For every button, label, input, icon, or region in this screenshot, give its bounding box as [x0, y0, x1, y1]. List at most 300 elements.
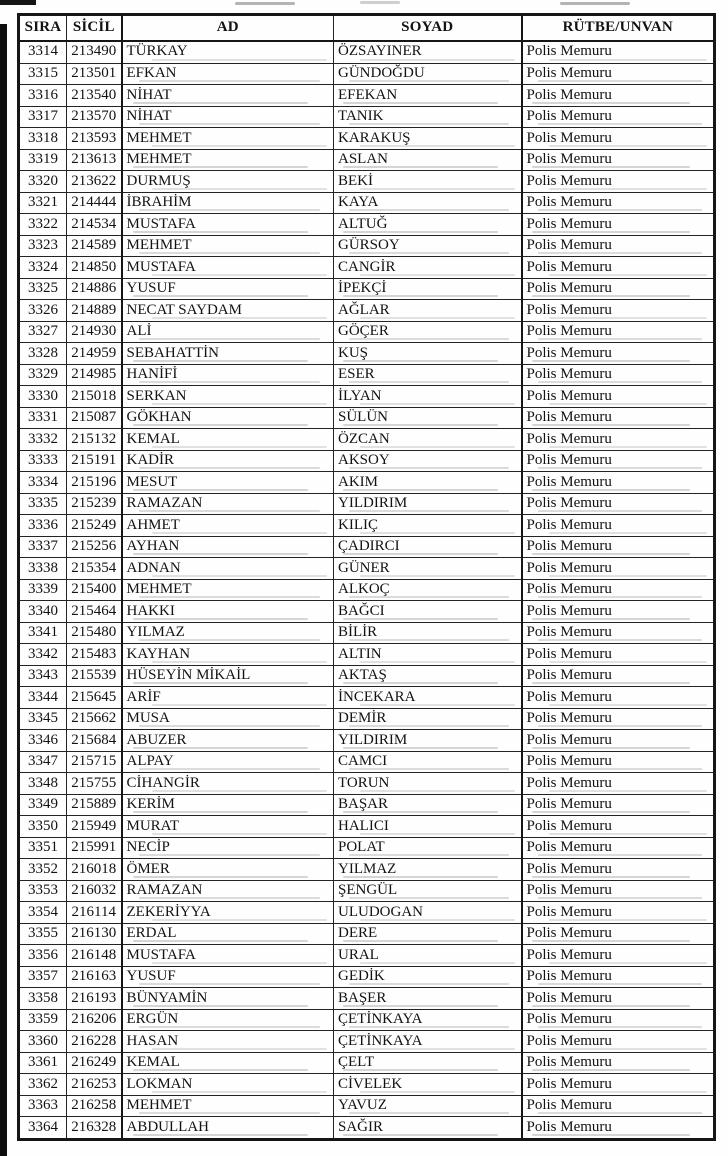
cell-rutbe: Polis Memuru — [522, 171, 715, 193]
cell-ad: CİHANGİR — [122, 773, 334, 795]
cell-ad: MEHMET — [122, 1095, 334, 1117]
cell-sira: 3356 — [19, 945, 67, 967]
cell-ad: NECİP — [122, 837, 334, 859]
cell-sicil: 215991 — [67, 837, 122, 859]
cell-sira: 3353 — [19, 880, 67, 902]
table-header-row — [19, 15, 715, 42]
cell-soyad: AKTAŞ — [334, 665, 522, 687]
cell-soyad: ŞENGÜL — [334, 880, 522, 902]
cell-ad: HAKKI — [122, 601, 334, 623]
cell-sira: 3350 — [19, 816, 67, 838]
cell-sira: 3359 — [19, 1009, 67, 1031]
cell-ad: MUSA — [122, 708, 334, 730]
cell-ad: ABUZER — [122, 730, 334, 752]
cell-soyad: BAŞER — [334, 988, 522, 1010]
table-row — [19, 708, 715, 730]
cell-soyad: İNCEKARA — [334, 687, 522, 709]
cell-rutbe: Polis Memuru — [522, 321, 715, 343]
cell-sicil: 215480 — [67, 622, 122, 644]
cell-rutbe: Polis Memuru — [522, 902, 715, 924]
cell-sira: 3345 — [19, 708, 67, 730]
cell-soyad: KUŞ — [334, 343, 522, 365]
cell-soyad: KARAKUŞ — [334, 128, 522, 150]
cell-ad: ÖMER — [122, 859, 334, 881]
table-row — [19, 601, 715, 623]
cell-sicil: 216193 — [67, 988, 122, 1010]
table-row — [19, 966, 715, 988]
cell-rutbe: Polis Memuru — [522, 1117, 715, 1140]
cell-sicil: 213593 — [67, 128, 122, 150]
cell-sira: 3323 — [19, 235, 67, 257]
cell-sicil: 215662 — [67, 708, 122, 730]
personnel-table — [17, 13, 716, 1141]
cell-soyad: HALICI — [334, 816, 522, 838]
cell-sicil: 216130 — [67, 923, 122, 945]
cell-ad: ADNAN — [122, 558, 334, 580]
cell-rutbe: Polis Memuru — [522, 128, 715, 150]
cell-rutbe: Polis Memuru — [522, 149, 715, 171]
cell-sicil: 215087 — [67, 407, 122, 429]
cell-soyad: İPEKÇİ — [334, 278, 522, 300]
cell-sicil: 213490 — [67, 41, 122, 63]
table-row — [19, 386, 715, 408]
table-row — [19, 300, 715, 322]
cell-soyad: YILMAZ — [334, 859, 522, 881]
cell-sicil: 213501 — [67, 63, 122, 85]
cell-rutbe: Polis Memuru — [522, 579, 715, 601]
cell-sira: 3347 — [19, 751, 67, 773]
cell-soyad: ALTIN — [334, 644, 522, 666]
cell-ad: MEHMET — [122, 128, 334, 150]
scan-smudge-artifact — [235, 2, 295, 5]
table-row — [19, 515, 715, 537]
cell-sira: 3342 — [19, 644, 67, 666]
cell-rutbe: Polis Memuru — [522, 300, 715, 322]
cell-rutbe: Polis Memuru — [522, 364, 715, 386]
cell-sicil: 216206 — [67, 1009, 122, 1031]
cell-rutbe: Polis Memuru — [522, 278, 715, 300]
cell-ad: MEHMET — [122, 579, 334, 601]
cell-rutbe: Polis Memuru — [522, 773, 715, 795]
cell-sira: 3331 — [19, 407, 67, 429]
table-row — [19, 407, 715, 429]
cell-ad: KEMAL — [122, 429, 334, 451]
cell-ad: HASAN — [122, 1031, 334, 1053]
cell-ad: ZEKERİYYA — [122, 902, 334, 924]
scan-smudge-artifact — [360, 1, 400, 4]
cell-rutbe: Polis Memuru — [522, 730, 715, 752]
cell-sicil: 215354 — [67, 558, 122, 580]
table-row — [19, 472, 715, 494]
cell-sira: 3314 — [19, 41, 67, 63]
cell-soyad: ÇETİNKAYA — [334, 1031, 522, 1053]
table-row — [19, 257, 715, 279]
cell-soyad: KILIÇ — [334, 515, 522, 537]
column-header-2: AD — [122, 15, 334, 42]
cell-soyad: GÖÇER — [334, 321, 522, 343]
cell-soyad: BEKİ — [334, 171, 522, 193]
cell-soyad: YILDIRIM — [334, 493, 522, 515]
cell-sicil: 216328 — [67, 1117, 122, 1140]
cell-sira: 3333 — [19, 450, 67, 472]
cell-sicil: 216253 — [67, 1074, 122, 1096]
cell-sicil: 214589 — [67, 235, 122, 257]
cell-sicil: 215018 — [67, 386, 122, 408]
cell-soyad: ALKOÇ — [334, 579, 522, 601]
cell-rutbe: Polis Memuru — [522, 794, 715, 816]
table-row — [19, 1031, 715, 1053]
cell-rutbe: Polis Memuru — [522, 515, 715, 537]
cell-rutbe: Polis Memuru — [522, 407, 715, 429]
cell-sicil: 213570 — [67, 106, 122, 128]
cell-soyad: TANIK — [334, 106, 522, 128]
cell-sicil: 215483 — [67, 644, 122, 666]
cell-sira: 3344 — [19, 687, 67, 709]
cell-sira: 3327 — [19, 321, 67, 343]
cell-sicil: 216163 — [67, 966, 122, 988]
table-row — [19, 579, 715, 601]
table-row — [19, 923, 715, 945]
cell-sira: 3329 — [19, 364, 67, 386]
cell-sira: 3346 — [19, 730, 67, 752]
table-row — [19, 321, 715, 343]
table-row — [19, 730, 715, 752]
cell-sicil: 215539 — [67, 665, 122, 687]
cell-ad: KEMAL — [122, 1052, 334, 1074]
cell-ad: SERKAN — [122, 386, 334, 408]
cell-soyad: AĞLAR — [334, 300, 522, 322]
cell-ad: MUSTAFA — [122, 214, 334, 236]
cell-soyad: URAL — [334, 945, 522, 967]
cell-sira: 3343 — [19, 665, 67, 687]
table-row — [19, 364, 715, 386]
cell-rutbe: Polis Memuru — [522, 85, 715, 107]
cell-ad: MEHMET — [122, 235, 334, 257]
cell-ad: LOKMAN — [122, 1074, 334, 1096]
cell-soyad: BAŞAR — [334, 794, 522, 816]
cell-sicil: 214985 — [67, 364, 122, 386]
cell-rutbe: Polis Memuru — [522, 1095, 715, 1117]
column-header-1: SİCİL — [67, 15, 122, 42]
table-row — [19, 988, 715, 1010]
cell-rutbe: Polis Memuru — [522, 1052, 715, 1074]
cell-sicil: 215256 — [67, 536, 122, 558]
cell-ad: DURMUŞ — [122, 171, 334, 193]
cell-sicil: 215889 — [67, 794, 122, 816]
cell-soyad: BİLİR — [334, 622, 522, 644]
cell-rutbe: Polis Memuru — [522, 880, 715, 902]
cell-sira: 3355 — [19, 923, 67, 945]
table-row — [19, 1095, 715, 1117]
cell-ad: RAMAZAN — [122, 493, 334, 515]
table-body — [19, 41, 715, 1140]
cell-ad: EFKAN — [122, 63, 334, 85]
cell-ad: MURAT — [122, 816, 334, 838]
cell-rutbe: Polis Memuru — [522, 493, 715, 515]
table-row — [19, 85, 715, 107]
cell-ad: ALPAY — [122, 751, 334, 773]
scan-smudge-artifact — [560, 2, 630, 5]
cell-soyad: GÜNDOĞDU — [334, 63, 522, 85]
cell-rutbe: Polis Memuru — [522, 816, 715, 838]
cell-soyad: ALTUĞ — [334, 214, 522, 236]
cell-ad: SEBAHATTİN — [122, 343, 334, 365]
cell-sira: 3324 — [19, 257, 67, 279]
cell-rutbe: Polis Memuru — [522, 41, 715, 63]
cell-sira: 3316 — [19, 85, 67, 107]
cell-ad: ERDAL — [122, 923, 334, 945]
cell-sira: 3363 — [19, 1095, 67, 1117]
column-header-3: SOYAD — [334, 15, 522, 42]
cell-soyad: YILDIRIM — [334, 730, 522, 752]
cell-sira: 3358 — [19, 988, 67, 1010]
cell-rutbe: Polis Memuru — [522, 1074, 715, 1096]
table-row — [19, 450, 715, 472]
cell-sira: 3341 — [19, 622, 67, 644]
cell-ad: MESUT — [122, 472, 334, 494]
table-row — [19, 235, 715, 257]
cell-sira: 3317 — [19, 106, 67, 128]
cell-rutbe: Polis Memuru — [522, 622, 715, 644]
cell-sicil: 216148 — [67, 945, 122, 967]
cell-rutbe: Polis Memuru — [522, 665, 715, 687]
cell-sicil: 215684 — [67, 730, 122, 752]
cell-soyad: ÖZSAYINER — [334, 41, 522, 63]
cell-sicil: 213622 — [67, 171, 122, 193]
cell-soyad: AKSOY — [334, 450, 522, 472]
scan-edge-artifact — [0, 24, 7, 1156]
cell-sira: 3339 — [19, 579, 67, 601]
cell-rutbe: Polis Memuru — [522, 859, 715, 881]
cell-sira: 3320 — [19, 171, 67, 193]
cell-sicil: 215755 — [67, 773, 122, 795]
cell-soyad: POLAT — [334, 837, 522, 859]
cell-rutbe: Polis Memuru — [522, 923, 715, 945]
cell-rutbe: Polis Memuru — [522, 343, 715, 365]
cell-soyad: TORUN — [334, 773, 522, 795]
cell-ad: ABDULLAH — [122, 1117, 334, 1140]
table-row — [19, 106, 715, 128]
table-row — [19, 665, 715, 687]
cell-sicil: 214534 — [67, 214, 122, 236]
table-row — [19, 837, 715, 859]
cell-soyad: DERE — [334, 923, 522, 945]
cell-rutbe: Polis Memuru — [522, 450, 715, 472]
table-row — [19, 192, 715, 214]
table-row — [19, 128, 715, 150]
scan-smudge-artifact — [0, 0, 36, 5]
cell-sicil: 214930 — [67, 321, 122, 343]
cell-ad: RAMAZAN — [122, 880, 334, 902]
cell-sira: 3351 — [19, 837, 67, 859]
cell-sira: 3326 — [19, 300, 67, 322]
cell-ad: BÜNYAMİN — [122, 988, 334, 1010]
cell-soyad: CİVELEK — [334, 1074, 522, 1096]
cell-rutbe: Polis Memuru — [522, 257, 715, 279]
table-header — [19, 15, 715, 42]
cell-sira: 3360 — [19, 1031, 67, 1053]
cell-rutbe: Polis Memuru — [522, 945, 715, 967]
table-row — [19, 1052, 715, 1074]
cell-soyad: GÜRSOY — [334, 235, 522, 257]
cell-ad: MUSTAFA — [122, 945, 334, 967]
cell-ad: İBRAHİM — [122, 192, 334, 214]
table-row — [19, 493, 715, 515]
cell-sicil: 216018 — [67, 859, 122, 881]
table-row — [19, 41, 715, 63]
table-row — [19, 773, 715, 795]
cell-sira: 3361 — [19, 1052, 67, 1074]
table-row — [19, 63, 715, 85]
cell-rutbe: Polis Memuru — [522, 988, 715, 1010]
cell-soyad: ÇELT — [334, 1052, 522, 1074]
table-row — [19, 214, 715, 236]
table-row — [19, 687, 715, 709]
cell-sira: 3357 — [19, 966, 67, 988]
cell-sicil: 215239 — [67, 493, 122, 515]
cell-sicil: 216032 — [67, 880, 122, 902]
cell-sira: 3318 — [19, 128, 67, 150]
cell-rutbe: Polis Memuru — [522, 966, 715, 988]
cell-ad: YUSUF — [122, 278, 334, 300]
cell-sicil: 213613 — [67, 149, 122, 171]
cell-rutbe: Polis Memuru — [522, 536, 715, 558]
cell-sira: 3362 — [19, 1074, 67, 1096]
cell-sira: 3348 — [19, 773, 67, 795]
cell-sira: 3334 — [19, 472, 67, 494]
cell-rutbe: Polis Memuru — [522, 708, 715, 730]
table-row — [19, 278, 715, 300]
cell-sicil: 215464 — [67, 601, 122, 623]
table-row — [19, 902, 715, 924]
cell-soyad: DEMİR — [334, 708, 522, 730]
cell-sicil: 215400 — [67, 579, 122, 601]
cell-rutbe: Polis Memuru — [522, 214, 715, 236]
cell-sicil: 215249 — [67, 515, 122, 537]
cell-soyad: ESER — [334, 364, 522, 386]
cell-sira: 3354 — [19, 902, 67, 924]
cell-sicil: 215191 — [67, 450, 122, 472]
cell-soyad: GEDİK — [334, 966, 522, 988]
cell-sicil: 215196 — [67, 472, 122, 494]
cell-soyad: ASLAN — [334, 149, 522, 171]
table-row — [19, 644, 715, 666]
cell-ad: HANİFİ — [122, 364, 334, 386]
table-row — [19, 1117, 715, 1140]
cell-ad: NİHAT — [122, 106, 334, 128]
table-row — [19, 622, 715, 644]
table-row — [19, 945, 715, 967]
cell-ad: NİHAT — [122, 85, 334, 107]
cell-ad: YUSUF — [122, 966, 334, 988]
cell-ad: AYHAN — [122, 536, 334, 558]
cell-soyad: EFEKAN — [334, 85, 522, 107]
cell-soyad: SÜLÜN — [334, 407, 522, 429]
table-row — [19, 343, 715, 365]
cell-sicil: 215132 — [67, 429, 122, 451]
table-row — [19, 1074, 715, 1096]
cell-sira: 3315 — [19, 63, 67, 85]
cell-ad: MEHMET — [122, 149, 334, 171]
table-row — [19, 751, 715, 773]
table-row — [19, 794, 715, 816]
cell-sira: 3352 — [19, 859, 67, 881]
cell-soyad: SAĞIR — [334, 1117, 522, 1140]
cell-sira: 3336 — [19, 515, 67, 537]
cell-ad: ARİF — [122, 687, 334, 709]
cell-sira: 3332 — [19, 429, 67, 451]
table-row — [19, 880, 715, 902]
table-row — [19, 171, 715, 193]
column-header-4: RÜTBE/UNVAN — [522, 15, 715, 42]
table-row — [19, 429, 715, 451]
cell-sicil: 214444 — [67, 192, 122, 214]
cell-soyad: CANGİR — [334, 257, 522, 279]
cell-sicil: 213540 — [67, 85, 122, 107]
cell-rutbe: Polis Memuru — [522, 63, 715, 85]
cell-soyad: İLYAN — [334, 386, 522, 408]
cell-rutbe: Polis Memuru — [522, 192, 715, 214]
cell-ad: AHMET — [122, 515, 334, 537]
cell-ad: KAYHAN — [122, 644, 334, 666]
cell-sicil: 214886 — [67, 278, 122, 300]
cell-rutbe: Polis Memuru — [522, 1009, 715, 1031]
cell-sicil: 214850 — [67, 257, 122, 279]
cell-ad: HÜSEYİN MİKAİL — [122, 665, 334, 687]
cell-rutbe: Polis Memuru — [522, 235, 715, 257]
cell-rutbe: Polis Memuru — [522, 1031, 715, 1053]
cell-sicil: 216114 — [67, 902, 122, 924]
cell-rutbe: Polis Memuru — [522, 386, 715, 408]
cell-soyad: ÇADIRCI — [334, 536, 522, 558]
cell-soyad: CAMCI — [334, 751, 522, 773]
cell-sicil: 215949 — [67, 816, 122, 838]
cell-ad: NECAT SAYDAM — [122, 300, 334, 322]
cell-ad: GÖKHAN — [122, 407, 334, 429]
cell-ad: KADİR — [122, 450, 334, 472]
cell-ad: KERİM — [122, 794, 334, 816]
cell-soyad: AKIM — [334, 472, 522, 494]
cell-sira: 3340 — [19, 601, 67, 623]
table-row — [19, 536, 715, 558]
cell-sira: 3325 — [19, 278, 67, 300]
cell-sicil: 215645 — [67, 687, 122, 709]
cell-sicil: 214959 — [67, 343, 122, 365]
cell-soyad: ÖZCAN — [334, 429, 522, 451]
cell-sira: 3319 — [19, 149, 67, 171]
table-row — [19, 1009, 715, 1031]
cell-sira: 3349 — [19, 794, 67, 816]
cell-sicil: 214889 — [67, 300, 122, 322]
cell-rutbe: Polis Memuru — [522, 106, 715, 128]
cell-ad: TÜRKAY — [122, 41, 334, 63]
cell-rutbe: Polis Memuru — [522, 644, 715, 666]
cell-rutbe: Polis Memuru — [522, 687, 715, 709]
cell-soyad: YAVUZ — [334, 1095, 522, 1117]
cell-rutbe: Polis Memuru — [522, 429, 715, 451]
cell-ad: ALİ — [122, 321, 334, 343]
cell-soyad: ULUDOGAN — [334, 902, 522, 924]
cell-soyad: GÜNER — [334, 558, 522, 580]
table-row — [19, 859, 715, 881]
cell-sicil: 216228 — [67, 1031, 122, 1053]
cell-soyad: ÇETİNKAYA — [334, 1009, 522, 1031]
cell-ad: ERGÜN — [122, 1009, 334, 1031]
cell-ad: MUSTAFA — [122, 257, 334, 279]
table-row — [19, 816, 715, 838]
cell-sira: 3338 — [19, 558, 67, 580]
cell-rutbe: Polis Memuru — [522, 472, 715, 494]
